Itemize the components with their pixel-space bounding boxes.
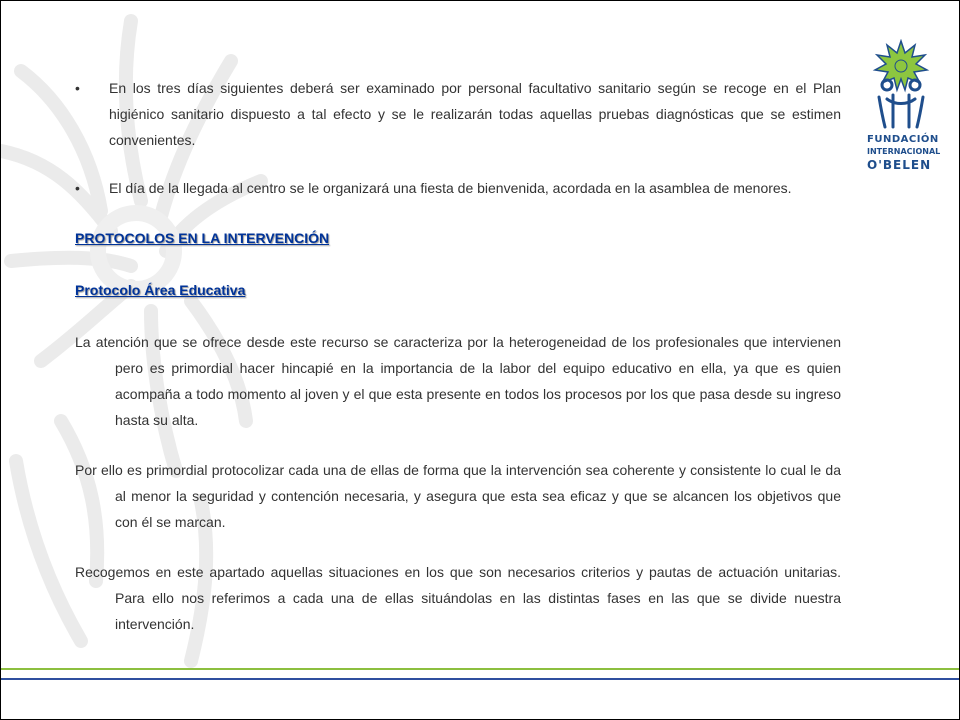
logo <box>867 39 941 181</box>
document-body <box>75 75 841 637</box>
bullet-item <box>75 175 841 201</box>
fundacion-logo-icon <box>867 39 935 129</box>
logo-line-1: FUNDACIÓN <box>867 134 939 145</box>
bullet-text: En los tres días siguientes deberá ser examinado por personal facultativo sanitario según se recoge en el Plan higiénico sanitario dispuesto a tal efecto y se le realizarán todas aquellas pruebas diagnósticas que se estimen convenientes. <box>109 80 841 148</box>
footer-rule-green <box>1 668 959 670</box>
footer-rule-blue <box>1 678 959 680</box>
logo-line-2: INTERNACIONAL <box>867 147 941 156</box>
logo-line-3: O'BELEN <box>867 158 932 172</box>
bullet-symbol: • <box>75 180 80 196</box>
paragraph: Por ello es primordial protocolizar cada una de ellas de forma que la intervención sea coherente y consistente lo cual le da al menor la seguridad y contención necesaria, y asegura que esta sea eficaz y que se alcancen los objetivos que con él se marcan. <box>75 462 841 530</box>
subheading: Protocolo Área Educativa <box>75 282 246 298</box>
bullet-text: El día de la llegada al centro se le organizará una fiesta de bienvenida, acordada en la asamblea de menores. <box>109 180 792 196</box>
paragraph: La atención que se ofrece desde este recurso se caracteriza por la heterogeneidad de los profesionales que intervienen pero es primordial hacer hincapié en la importancia de la labor del equipo educativo en ella, ya que es quien acompaña a todo momento al joven y el que esta presente en todos los procesos por los que pasa desde su ingreso hasta su alta. <box>75 334 841 428</box>
paragraph: Recogemos en este apartado aquellas situaciones en los que son necesarios criterios y pautas de actuación unitarias. Para ello nos referimos a cada una de ellas situándolas en las distintas fases en las que se divide nuestra intervención. <box>75 564 841 632</box>
bullet-symbol: • <box>75 80 80 96</box>
bullet-item <box>75 75 841 153</box>
section-heading: PROTOCOLOS EN LA INTERVENCIÓN <box>75 230 330 246</box>
